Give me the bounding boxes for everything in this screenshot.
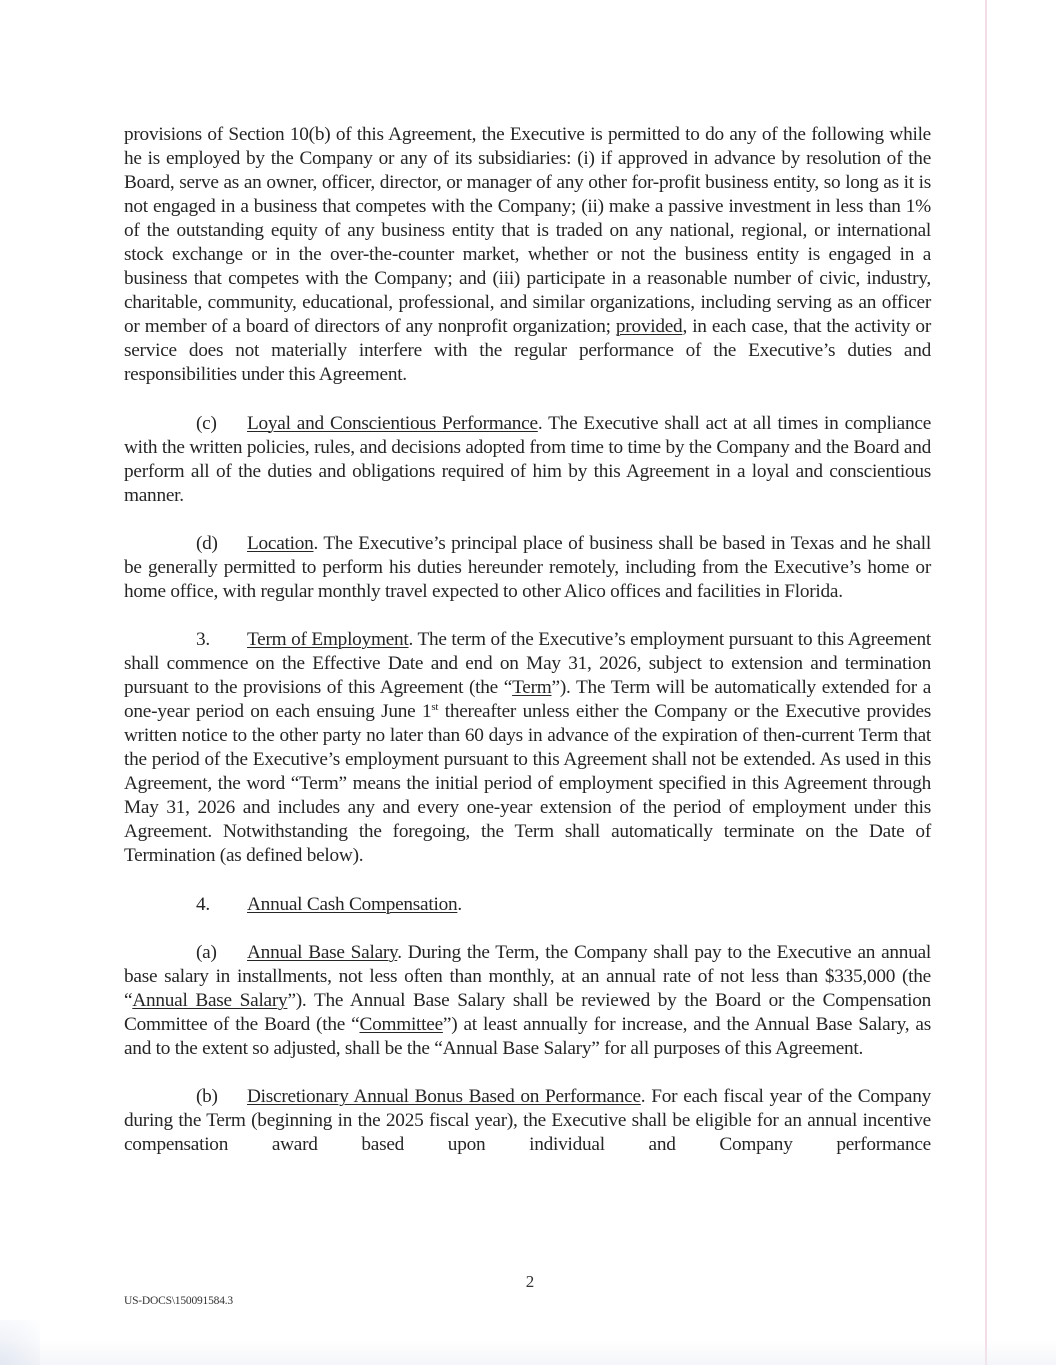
ordinal-suffix: st [431, 701, 439, 714]
scan-shadow-corner [0, 1320, 40, 1365]
defined-term-committee: Committee [359, 1013, 443, 1035]
defined-term-term: Term [512, 677, 552, 699]
paragraph-text: . The Executive shall act at all times in compliance with the written policies, rules, and decisions adopted from time to time by the Company and the Board and perform all of the duties and obligations required of him by this Agreement in a loyal and conscientious manner. [124, 412, 932, 506]
paragraph-text: . For each fiscal year of the Company during the Term (beginning in the 2025 fiscal year), the Executive shall be eligible for an annual incentive compensation award based upon individual and Company performance [124, 1085, 931, 1155]
section-3-term-of-employment [124, 628, 931, 868]
paragraph-number: (d) [196, 532, 218, 554]
paragraph-text: . During the Term, the Company shall pay to the Executive an annual base salary in installments, not less often than monthly, at an annual rate of not less than $335,000 (the “ [124, 941, 932, 1011]
paragraph-heading: Loyal and Conscientious Performance [247, 412, 538, 434]
paragraph-heading: Annual Base Salary [247, 941, 398, 963]
paragraph-4a-annual-base-salary [124, 941, 931, 1061]
defined-term-annual-base-salary: Annual Base Salary [132, 989, 288, 1011]
paragraph-text: provisions of Section 10(b) of this Agreement, the Executive is permitted to do any of the following while he is employed by the Company or any of its subsidiaries: (i) if approved in advance by resolution of the Board, serve as an owner, officer, director, or manager of any other for-profit business entity, so long as it is not engaged in a business that competes with the Company; (ii) make a passive investment in less than 1% of the outstanding equity of any business entity that is traded on any national, regional, or international stock exchange or in the over-the-counter market, whether or not the business entity is engaged in a business that competes with the Company; and (iii) participate in a reasonable number of civic, industry, charitable, community, educational, professional, and similar organizations, including serving as an officer or member of a board of directors of any nonprofit organization; [124, 124, 931, 338]
paragraph-2c-loyal-performance [124, 412, 931, 508]
section-number: 3. [196, 628, 210, 650]
defined-term-provided: provided [615, 316, 683, 338]
section-4-annual-cash-compensation [124, 893, 931, 917]
paragraph-heading: Discretionary Annual Bonus Based on Performance [247, 1085, 641, 1107]
document-body [124, 123, 931, 1181]
section-heading: Annual Cash Compensation [247, 893, 458, 915]
paragraph-2d-location [124, 532, 931, 604]
paragraph-outside-activities [124, 123, 931, 388]
section-number: 4. [196, 893, 210, 915]
paragraph-heading: Location [247, 532, 314, 554]
paragraph-number: (b) [196, 1085, 218, 1107]
paragraph-text: . [457, 893, 462, 915]
document-id-footer: US-DOCS\150091584.3 [124, 1295, 233, 1307]
paragraph-text: ”). The Term will be automatically extended for a one-year period on each ensuing June 1 [124, 677, 932, 723]
section-heading: Term of Employment [247, 628, 409, 650]
paragraph-text: thereafter unless either the Company or the Executive provides written notice to the other party no later than 60 days in advance of the expiration of then-current Term that the period of the Executive’s employment pursuant to this Agreement shall not be extended. As used in this Agreement, the word “Term” means the initial period of employment specified in this Agreement through May 31, 2026 and includes any and every one-year extension of the period of employment under this Agreement. Notwithstanding the foregoing, the Term shall automatically terminate on the Date of Termination (as defined below). [124, 701, 932, 867]
paragraph-text: . The term of the Executive’s employment pursuant to this Agreement shall commence on the Effective Date and end on May 31, 2026, subject to extension and termination pursuant to the provisions of this Agreement (the “ [124, 628, 931, 699]
scan-edge-line [985, 0, 987, 1365]
page-number: 2 [525, 1272, 535, 1291]
paragraph-text: , in each case, that the activity or service does not materially interfere with the regular performance of the Executive’s duties and responsibilities under this Agreement. [124, 316, 931, 386]
paragraph-text: ”) at least annually for increase, and the Annual Base Salary, as and to the extent so adjusted, shall be the “Annual Base Salary” for all purposes of this Agreement. [124, 1013, 931, 1059]
scan-shadow [0, 1340, 1056, 1365]
paragraph-text: . The Executive’s principal place of business shall be based in Texas and he shall be generally permitted to perform his duties hereunder remotely, including from the Executive’s home or home office, with regular monthly travel expected to other Alico offices and facilities in Florida. [124, 532, 931, 602]
paragraph-number: (a) [196, 941, 217, 963]
paragraph-4b-discretionary-bonus [124, 1085, 931, 1157]
paragraph-text: ”). The Annual Base Salary shall be reviewed by the Board or the Compensation Committee of the Board (the “ [124, 989, 932, 1035]
paragraph-number: (c) [196, 412, 217, 434]
